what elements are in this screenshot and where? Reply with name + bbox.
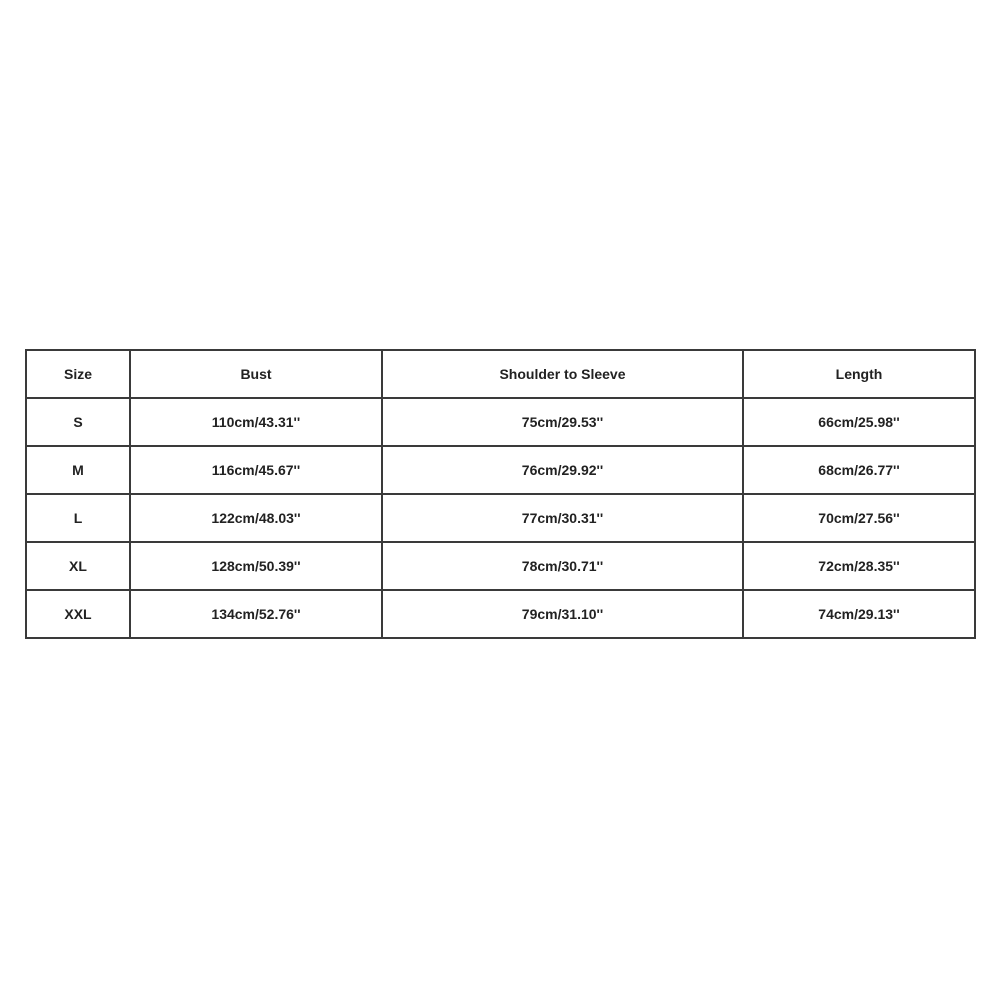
cell-shoulder-to-sleeve: 78cm/30.71'' — [382, 542, 743, 590]
cell-bust: 116cm/45.67'' — [130, 446, 382, 494]
header-size: Size — [26, 350, 130, 398]
cell-shoulder-to-sleeve: 77cm/30.31'' — [382, 494, 743, 542]
header-length: Length — [743, 350, 975, 398]
table-row — [26, 590, 975, 638]
table-row — [26, 398, 975, 446]
cell-length: 74cm/29.13'' — [743, 590, 975, 638]
cell-bust: 110cm/43.31'' — [130, 398, 382, 446]
cell-shoulder-to-sleeve: 75cm/29.53'' — [382, 398, 743, 446]
cell-length: 68cm/26.77'' — [743, 446, 975, 494]
header-shoulder-to-sleeve: Shoulder to Sleeve — [382, 350, 743, 398]
header-bust: Bust — [130, 350, 382, 398]
cell-shoulder-to-sleeve: 76cm/29.92'' — [382, 446, 743, 494]
cell-size: XXL — [26, 590, 130, 638]
cell-size: XL — [26, 542, 130, 590]
cell-length: 66cm/25.98'' — [743, 398, 975, 446]
table-row — [26, 494, 975, 542]
cell-size: L — [26, 494, 130, 542]
table-header-row — [26, 350, 975, 398]
cell-length: 70cm/27.56'' — [743, 494, 975, 542]
cell-bust: 128cm/50.39'' — [130, 542, 382, 590]
cell-bust: 122cm/48.03'' — [130, 494, 382, 542]
cell-size: M — [26, 446, 130, 494]
cell-bust: 134cm/52.76'' — [130, 590, 382, 638]
cell-length: 72cm/28.35'' — [743, 542, 975, 590]
cell-shoulder-to-sleeve: 79cm/31.10'' — [382, 590, 743, 638]
table-row — [26, 446, 975, 494]
cell-size: S — [26, 398, 130, 446]
table-row — [26, 542, 975, 590]
size-chart-table — [25, 349, 976, 639]
